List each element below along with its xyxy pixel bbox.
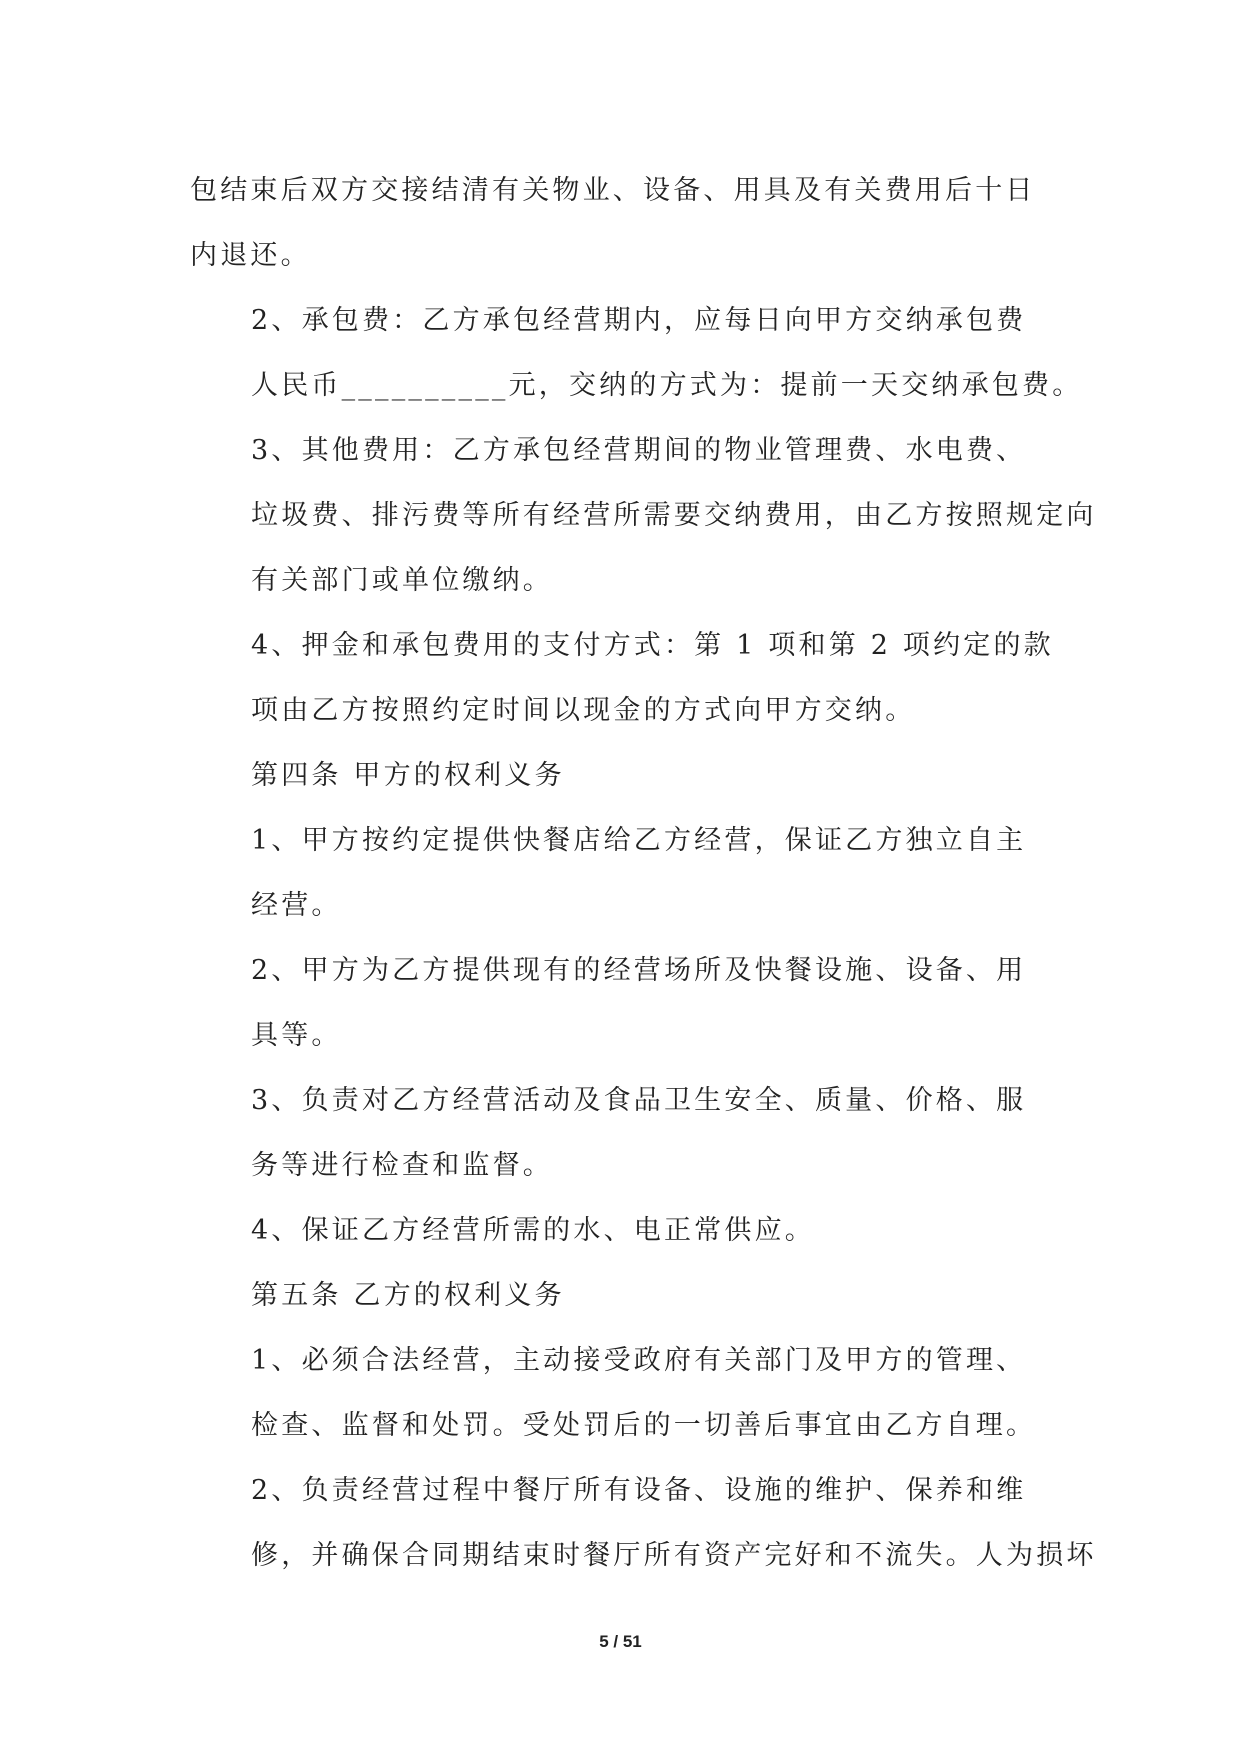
paragraph [190, 1458, 1097, 1588]
text-line: 有关部门或单位缴纳。 [251, 565, 553, 596]
text-line: 具等。 [251, 1020, 342, 1051]
text-line: 人民币__________元，交纳的方式为：提前一天交纳承包费。 [251, 370, 1083, 401]
paragraph [190, 938, 1060, 1068]
text-line: 检查、监督和处罚。受处罚后的一切善后事宜由乙方自理。 [251, 1410, 1037, 1441]
text-line: 3、负责对乙方经营活动及食品卫生安全、质量、价格、服 [251, 1085, 1027, 1116]
text-line: 修，并确保合同期结束时餐厅所有资产完好和不流失。人为损坏 [251, 1540, 1097, 1571]
text-line: 经营。 [251, 890, 342, 921]
paragraph [190, 1328, 1060, 1458]
text-line: 务等进行检查和监督。 [251, 1150, 553, 1181]
text-line: 第四条 甲方的权利义务 [251, 760, 565, 791]
text-line: 包结束后双方交接结清有关物业、设备、用具及有关费用后十日 [190, 175, 1036, 206]
text-line: 2、负责经营过程中餐厅所有设备、设施的维护、保养和维 [251, 1475, 1027, 1506]
text-line: 1、甲方按约定提供快餐店给乙方经营，保证乙方独立自主 [251, 825, 1027, 856]
paragraph [190, 808, 1060, 938]
text-line: 1、必须合法经营，主动接受政府有关部门及甲方的管理、 [251, 1345, 1027, 1376]
text-line: 项由乙方按照约定时间以现金的方式向甲方交纳。 [251, 695, 916, 726]
text-line: 4、保证乙方经营所需的水、电正常供应。 [251, 1215, 815, 1246]
paragraph [190, 288, 1083, 418]
text-line: 第五条 乙方的权利义务 [251, 1280, 565, 1311]
paragraph [190, 158, 1060, 288]
text-line: 垃圾费、排污费等所有经营所需要交纳费用，由乙方按照规定向 [251, 500, 1097, 531]
paragraph [190, 743, 1060, 808]
paragraph [190, 1068, 1060, 1198]
text-line: 2、承包费：乙方承包经营期内，应每日向甲方交纳承包费 [251, 305, 1027, 336]
paragraph [190, 418, 1097, 613]
paragraph [190, 613, 1060, 743]
text-line: 3、其他费用：乙方承包经营期间的物业管理费、水电费、 [251, 435, 1027, 466]
text-line: 2、甲方为乙方提供现有的经营场所及快餐设施、设备、用 [251, 955, 1027, 986]
page-number: 5 / 51 [599, 1632, 642, 1651]
paragraph [190, 1198, 1060, 1263]
text-line: 4、押金和承包费用的支付方式：第 1 项和第 2 项约定的款 [251, 630, 1054, 661]
paragraph [190, 1263, 1060, 1328]
document-body [190, 158, 1097, 1588]
text-line: 内退还。 [190, 240, 311, 271]
